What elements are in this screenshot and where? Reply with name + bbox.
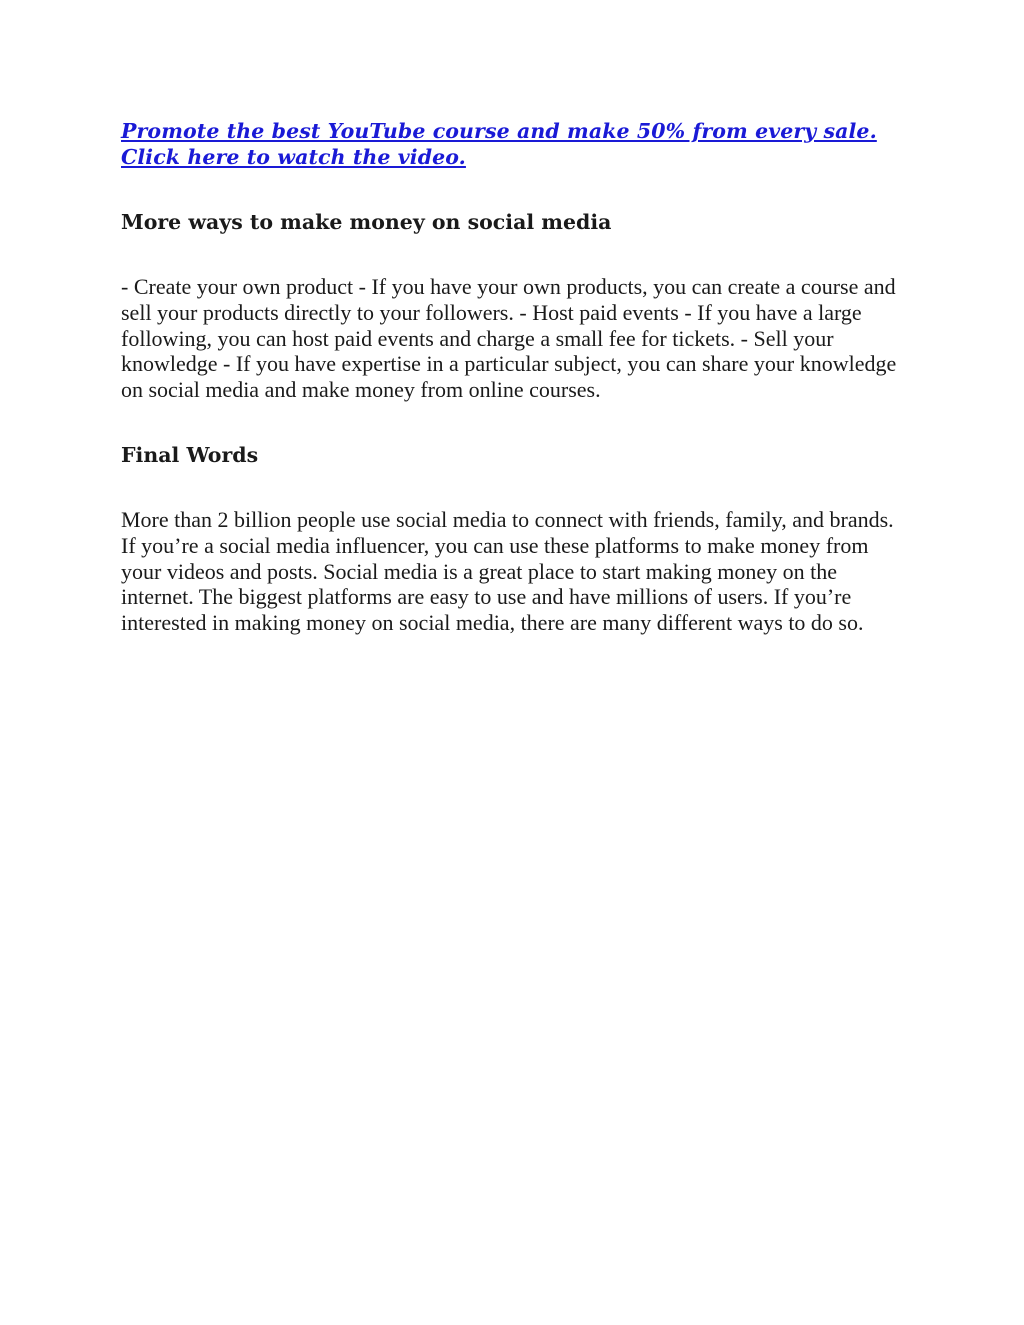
document-page [121, 118, 911, 675]
section-paragraph-more-ways: - Create your own product - If you have your own products, you can create a course and sell your products directly to your followers. - Host paid events - If you have a large following, you can host paid events and charge a small fee for tickets. - Sell your knowledge - If you have expertise in a particular subject, you can share your knowledge on social media and make money from online courses. [121, 274, 897, 403]
section-paragraph-final-words: More than 2 billion people use social media to connect with friends, family, and brands. If you’re a social media influencer, you can use these platforms to make money from your videos and posts. Social media is a great place to start making money on the internet. The biggest platforms are easy to use and have millions of users. If you’re interested in making money on social media, there are many different ways to do so. [121, 506, 894, 636]
section-heading-more-ways: More ways to make money on social media [121, 210, 612, 234]
section-heading-final-words: Final Words [121, 442, 259, 467]
promo-video-link[interactable]: Promote the best YouTube course and make 50% from every sale. Click here to watch the video. [121, 119, 877, 169]
